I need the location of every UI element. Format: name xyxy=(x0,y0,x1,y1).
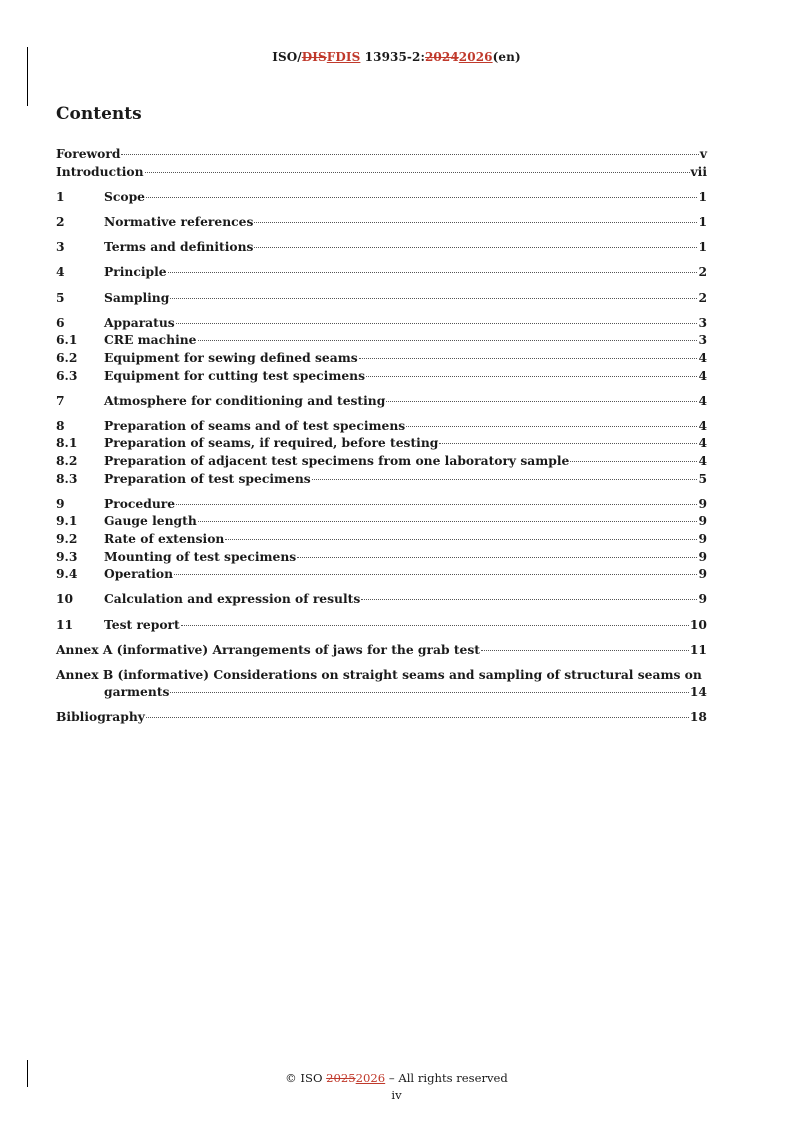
toc-entry-number: 9 xyxy=(56,495,65,511)
toc-dot-leader xyxy=(361,599,697,600)
toc-entry[interactable] xyxy=(56,332,707,350)
toc-dot-leader xyxy=(170,692,688,693)
toc-dot-leader xyxy=(254,247,697,248)
toc-entry-number: 9.1 xyxy=(56,513,78,529)
table-of-contents xyxy=(56,146,707,726)
toc-entry-page: 9 xyxy=(698,591,707,607)
toc-entry-number: 6.3 xyxy=(56,367,78,383)
toc-entry-page: 4 xyxy=(698,349,707,365)
toc-entry-page: vii xyxy=(690,163,707,179)
toc-entry-title: Equipment for cutting test specimens xyxy=(104,367,366,383)
toc-dot-leader xyxy=(174,574,697,575)
toc-entry-page: v xyxy=(699,146,707,161)
toc-entry-title: Preparation of seams and of test specimens xyxy=(104,417,406,433)
footer-year-deleted: 2025 xyxy=(326,1071,356,1085)
toc-entry[interactable] xyxy=(56,531,707,549)
toc-entry-page: 9 xyxy=(698,495,707,511)
toc-entry-number: 4 xyxy=(56,264,65,280)
toc-entry[interactable] xyxy=(56,315,707,333)
toc-entry-page: 9 xyxy=(698,513,707,529)
toc-entry[interactable] xyxy=(56,496,707,514)
toc-entry-title: Foreword xyxy=(56,146,121,161)
toc-entry-title: Apparatus xyxy=(104,314,175,330)
toc-entry[interactable] xyxy=(56,709,707,727)
toc-dot-leader xyxy=(386,401,697,402)
toc-entry-title: Operation xyxy=(104,566,174,582)
toc-entry[interactable] xyxy=(56,418,707,436)
toc-entry[interactable] xyxy=(56,566,707,584)
toc-entry-title: Sampling xyxy=(104,289,170,305)
toc-entry-number: 9.3 xyxy=(56,548,78,564)
toc-entry-page: 18 xyxy=(689,708,707,724)
toc-entry-title: Bibliography xyxy=(56,708,145,724)
toc-dot-leader xyxy=(176,504,697,505)
toc-dot-leader xyxy=(481,650,689,651)
footer-copyright-prefix: © ISO xyxy=(285,1071,327,1085)
toc-entry[interactable] xyxy=(56,471,707,489)
header-prefix: ISO/ xyxy=(272,50,302,64)
footer-copyright-suffix: – All rights reserved xyxy=(385,1071,508,1085)
toc-entry-number: 3 xyxy=(56,239,65,255)
toc-entry[interactable] xyxy=(56,591,707,609)
toc-entry[interactable] xyxy=(56,549,707,567)
toc-entry-title: Normative references xyxy=(104,213,254,229)
toc-entry[interactable] xyxy=(56,164,707,182)
toc-entry-title: Principle xyxy=(104,264,167,280)
toc-entry[interactable] xyxy=(56,667,707,701)
toc-dot-leader xyxy=(146,717,689,718)
toc-entry-title: Test report xyxy=(104,616,180,632)
toc-entry[interactable] xyxy=(56,453,707,471)
toc-entry-number: 8.3 xyxy=(56,470,78,486)
toc-dot-leader xyxy=(198,340,698,341)
toc-entry-page: 3 xyxy=(698,314,707,330)
toc-entry[interactable] xyxy=(56,350,707,368)
header-year-inserted: 2026 xyxy=(458,50,493,64)
toc-entry[interactable] xyxy=(56,290,707,308)
toc-entry-page: 4 xyxy=(698,392,707,408)
toc-entry[interactable] xyxy=(56,368,707,386)
toc-entry[interactable] xyxy=(56,513,707,531)
toc-entry-number: 1 xyxy=(56,188,65,204)
toc-dot-leader xyxy=(439,443,697,444)
toc-entry-title: Terms and definitions xyxy=(104,239,254,255)
toc-entry-page: 9 xyxy=(698,548,707,564)
toc-dot-leader xyxy=(170,298,697,299)
toc-entry-title: Procedure xyxy=(104,495,176,511)
header-year-deleted: 2024 xyxy=(424,50,459,64)
toc-entry-number: 2 xyxy=(56,213,65,229)
toc-entry-title: Mounting of test specimens xyxy=(104,548,297,564)
toc-dot-leader xyxy=(146,197,697,198)
toc-dot-leader xyxy=(168,272,698,273)
toc-entry-page: 2 xyxy=(698,264,707,280)
toc-entry[interactable] xyxy=(56,642,707,660)
toc-entry-title: Atmosphere for conditioning and testing xyxy=(104,392,386,408)
toc-dot-leader xyxy=(121,154,698,155)
header-number: 13935-2: xyxy=(360,50,425,64)
toc-entry[interactable] xyxy=(56,393,707,411)
toc-dot-leader xyxy=(176,323,698,324)
toc-dot-leader xyxy=(406,426,697,427)
toc-entry-page: 1 xyxy=(698,188,707,204)
toc-entry-page: 5 xyxy=(698,470,707,486)
document-header xyxy=(0,50,793,64)
toc-entry-title: Calculation and expression of results xyxy=(104,591,361,607)
toc-dot-leader xyxy=(570,461,697,462)
toc-entry-page: 1 xyxy=(698,213,707,229)
toc-entry[interactable] xyxy=(56,146,707,164)
toc-entry[interactable] xyxy=(56,617,707,635)
toc-entry-number: 10 xyxy=(56,591,74,607)
toc-entry-number: 6.2 xyxy=(56,349,78,365)
toc-entry-page: 4 xyxy=(698,435,707,451)
footer-year-inserted: 2026 xyxy=(355,1071,386,1085)
toc-dot-leader xyxy=(297,557,697,558)
toc-entry-page: 2 xyxy=(698,289,707,305)
toc-dot-leader xyxy=(312,479,698,480)
toc-dot-leader xyxy=(359,358,698,359)
toc-entry-title: Equipment for sewing defined seams xyxy=(104,349,358,365)
toc-entry-title: Scope xyxy=(104,188,145,204)
footer-page-number: iv xyxy=(391,1088,402,1102)
toc-entry-number: 5 xyxy=(56,289,65,305)
toc-entry-number: 11 xyxy=(56,616,74,632)
toc-entry[interactable] xyxy=(56,264,707,282)
toc-entry-number: 6 xyxy=(56,314,65,330)
toc-dot-leader xyxy=(198,521,698,522)
toc-entry-page: 11 xyxy=(689,641,707,657)
toc-dot-leader xyxy=(254,222,697,223)
toc-entry-page: 4 xyxy=(698,417,707,433)
toc-entry-number: 7 xyxy=(56,392,65,408)
toc-dot-leader xyxy=(145,172,690,173)
toc-entry-page: 1 xyxy=(698,239,707,255)
toc-entry-title: Preparation of test specimens xyxy=(104,470,311,486)
toc-entry-number: 8 xyxy=(56,417,65,433)
header-suffix: (en) xyxy=(492,50,521,64)
toc-entry-number: 9.2 xyxy=(56,531,78,547)
toc-entry-page: 9 xyxy=(698,531,707,547)
toc-entry-title: Annex B (informative) Considerations on straight seams and sampling of structural seams on xyxy=(56,666,702,682)
toc-entry-page: 3 xyxy=(698,332,707,348)
toc-entry-page: 10 xyxy=(689,616,707,632)
toc-entry[interactable] xyxy=(56,435,707,453)
toc-entry-page: 4 xyxy=(698,453,707,469)
toc-entry-title: Preparation of seams, if required, before testing xyxy=(104,435,439,451)
toc-dot-leader xyxy=(181,625,689,626)
toc-dot-leader xyxy=(366,376,697,377)
header-stage-deleted: DIS xyxy=(301,50,327,64)
toc-entry[interactable] xyxy=(56,239,707,257)
toc-entry-title: Rate of extension xyxy=(104,531,225,547)
toc-entry-title: CRE machine xyxy=(104,332,197,348)
footer-copyright xyxy=(0,1071,793,1085)
toc-dot-leader xyxy=(225,539,697,540)
contents-title: Contents xyxy=(56,104,142,124)
toc-entry-number: 8.1 xyxy=(56,435,78,451)
toc-entry-page: 4 xyxy=(698,367,707,383)
toc-entry-title: Preparation of adjacent test specimens from one laboratory sample xyxy=(104,453,570,469)
toc-entry-title-continued: garments xyxy=(104,683,170,699)
toc-entry-number: 9.4 xyxy=(56,566,78,582)
toc-entry-title: Gauge length xyxy=(104,513,197,529)
header-stage-inserted: FDIS xyxy=(326,50,361,64)
toc-entry-number: 6.1 xyxy=(56,332,78,348)
toc-entry-page: 14 xyxy=(689,683,707,699)
toc-entry[interactable] xyxy=(56,214,707,232)
toc-entry-title: Annex A (informative) Arrangements of jaws for the grab test xyxy=(56,641,480,657)
toc-entry-title: Introduction xyxy=(56,163,144,179)
toc-entry-number: 8.2 xyxy=(56,453,78,469)
toc-entry[interactable] xyxy=(56,189,707,207)
toc-entry-page: 9 xyxy=(698,566,707,582)
